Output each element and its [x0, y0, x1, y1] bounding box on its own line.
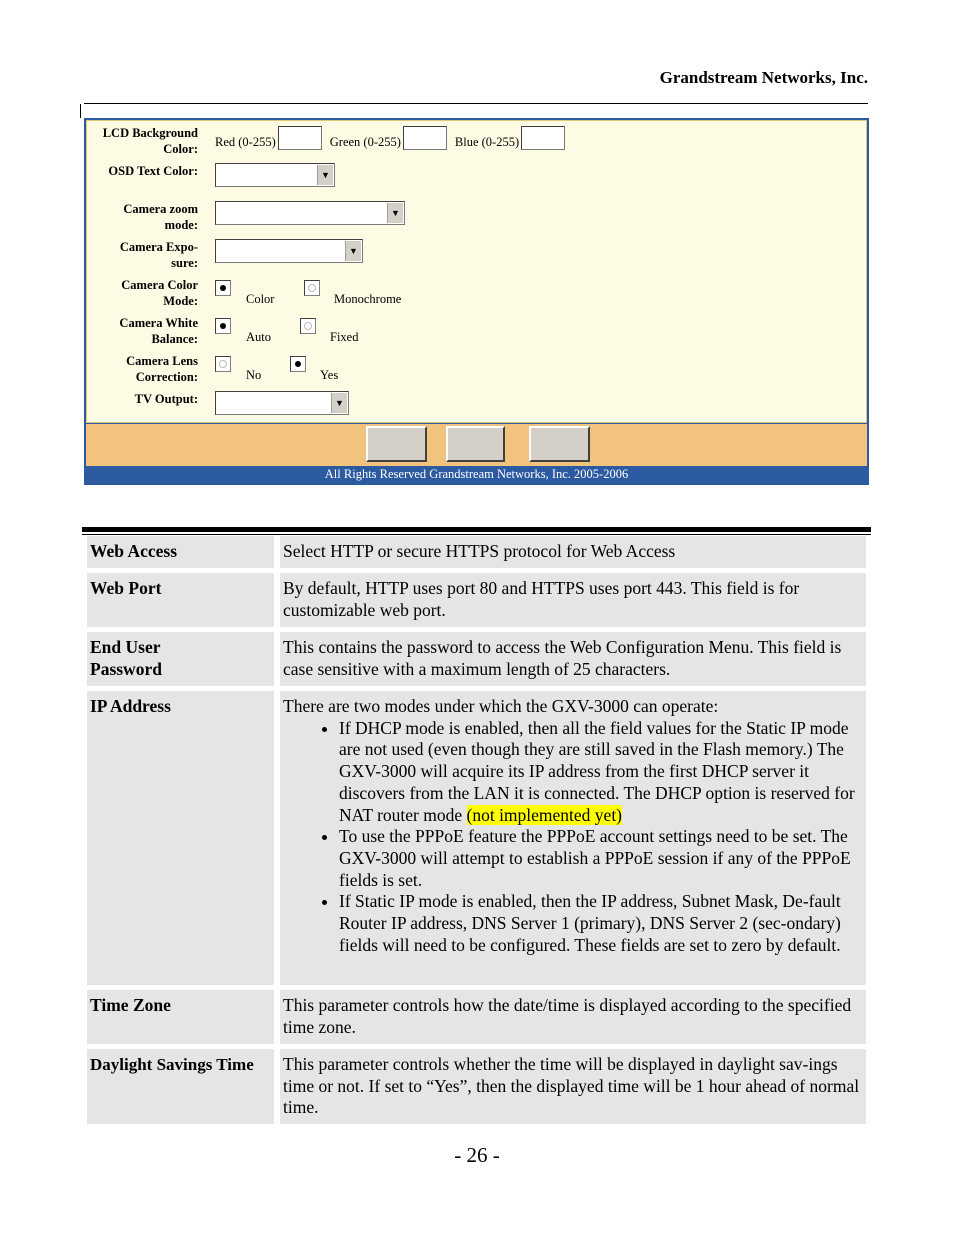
exposure-label-2: sure:	[171, 256, 198, 270]
monochrome-option-label: Monochrome	[334, 292, 402, 306]
param-desc: Select HTTP or secure HTTPS protocol for Web Access	[280, 536, 866, 568]
param-name: Web Port	[87, 573, 274, 627]
table-top-rule	[82, 527, 871, 532]
zoom-label-2: mode:	[164, 218, 198, 232]
blue-label: Blue (0-255)	[454, 135, 520, 149]
save-button[interactable]	[366, 426, 427, 462]
param-name: Web Access	[87, 536, 274, 568]
chevron-down-icon: ▼	[387, 203, 403, 223]
param-name-line-1: End User	[90, 637, 161, 657]
param-name: Time Zone	[87, 990, 274, 1044]
no-radio[interactable]	[215, 356, 231, 372]
green-input[interactable]	[403, 126, 447, 150]
color-mode-label-2: Mode:	[163, 294, 198, 308]
lcd-bg-label-1: LCD Background	[102, 126, 198, 140]
auto-option-label: Auto	[246, 330, 271, 344]
zoom-mode-select[interactable]	[215, 201, 405, 225]
param-desc: This contains the password to access the Web Configuration Menu. This field is case sensitive with a maximum length of 25 characters.	[280, 632, 866, 686]
table-row	[87, 632, 866, 686]
table-row	[87, 536, 866, 568]
green-label: Green (0-255)	[329, 135, 401, 149]
page-number: - 26 -	[454, 1143, 500, 1167]
highlight-note: (not implemented yet)	[466, 804, 623, 825]
header-tick	[80, 104, 81, 118]
reboot-button[interactable]	[529, 426, 590, 462]
param-desc: This parameter controls whether the time will be displayed in daylight sav-ings time or not. If set to “Yes”, then the displayed time will be 1 hour ahead of normal time.	[280, 1049, 866, 1124]
color-mode-label-1: Camera Color	[121, 278, 198, 292]
osd-color-select[interactable]	[215, 163, 335, 187]
yes-radio[interactable]	[290, 356, 306, 372]
lcd-bg-label-2: Color:	[163, 142, 198, 156]
blue-input[interactable]	[521, 126, 565, 150]
param-desc: This parameter controls how the date/time is displayed according to the specified time zone.	[280, 990, 866, 1044]
header-rule	[84, 103, 868, 104]
ip-intro: There are two modes under which the GXV-3000 can operate:	[283, 696, 719, 716]
white-balance-label-2: Balance:	[151, 332, 198, 346]
param-name-line-2: Password	[90, 658, 162, 679]
red-input[interactable]	[278, 126, 322, 150]
lens-label-1: Camera Lens	[126, 354, 198, 368]
param-desc	[280, 691, 866, 985]
config-form	[86, 120, 867, 423]
fixed-radio[interactable]	[300, 318, 316, 334]
param-name: Daylight Savings Time	[87, 1049, 274, 1124]
table-row	[87, 1049, 866, 1124]
exposure-label-1: Camera Expo-	[119, 240, 198, 254]
tv-output-select[interactable]	[215, 391, 349, 415]
company-name: Grandstream Networks, Inc.	[659, 68, 868, 87]
dhcp-text: If DHCP mode is enabled, then all the field values for the Static IP mode are not used (even though they are still saved in the Flash memory.) The GXV-3000 will acquire its IP address from the first DHCP server it discovers from the LAN it is connected. The DHCP option is reserved for NAT router mode	[339, 717, 855, 825]
ip-mode-list	[283, 718, 863, 957]
table-row	[87, 990, 866, 1044]
config-panel	[84, 118, 869, 485]
exposure-select[interactable]	[215, 239, 363, 263]
color-option-label: Color	[246, 292, 275, 306]
table-top-rule-thin	[82, 534, 871, 535]
button-bar	[86, 424, 867, 466]
param-name	[87, 632, 274, 686]
param-name: IP Address	[87, 691, 274, 985]
chevron-down-icon: ▼	[317, 165, 333, 185]
auto-radio[interactable]	[215, 318, 231, 334]
white-balance-label-1: Camera White	[119, 316, 198, 330]
param-desc: By default, HTTP uses port 80 and HTTPS uses port 443. This field is for customizable web port.	[280, 573, 866, 627]
zoom-label-1: Camera zoom	[123, 202, 198, 216]
cancel-button[interactable]	[446, 426, 505, 462]
lens-label-2: Correction:	[135, 370, 198, 384]
list-item	[339, 718, 863, 827]
list-item: • If Static IP mode is enabled, then the IP address, Subnet Mask, De-fault Router IP address, DNS Server 1 (primary), DNS Server 2 (sec-ondary) fields will need to be configured. These fields are set to zero by default.	[339, 891, 863, 956]
chevron-down-icon: ▼	[345, 241, 361, 261]
chevron-down-icon: ▼	[331, 393, 347, 413]
fixed-option-label: Fixed	[330, 330, 359, 344]
table-row	[87, 573, 866, 627]
copyright: All Rights Reserved Grandstream Networks, Inc. 2005-2006	[324, 467, 629, 481]
red-label: Red (0-255)	[215, 135, 276, 149]
monochrome-radio[interactable]	[304, 280, 320, 296]
osd-label: OSD Text Color:	[108, 164, 198, 178]
tv-output-label: TV Output:	[134, 392, 198, 406]
table-row	[87, 691, 866, 985]
yes-option-label: Yes	[320, 368, 339, 382]
color-radio[interactable]	[215, 280, 231, 296]
list-item: • To use the PPPoE feature the PPPoE account settings need to be set. The GXV-3000 will attempt to establish a PPPoE session if any of the PPPoE fields is set.	[339, 826, 863, 891]
no-option-label: No	[246, 368, 262, 382]
